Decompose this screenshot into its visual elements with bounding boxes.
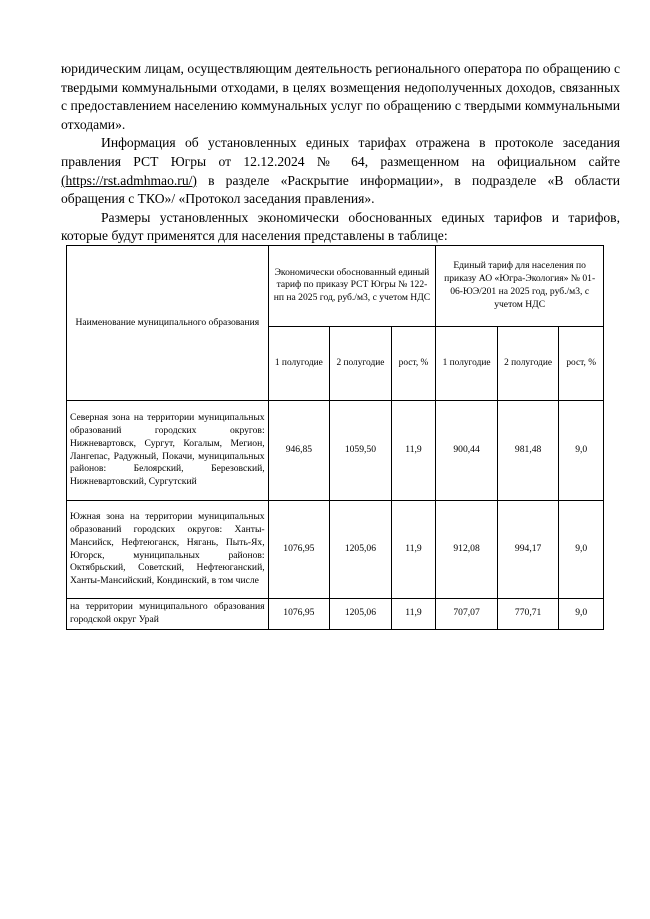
table-row (67, 599, 604, 630)
cell-pop-half1: 707,07 (436, 599, 498, 630)
cell-pop-growth: 9,0 (559, 599, 604, 630)
cell-econ-half1: 1076,95 (268, 599, 330, 630)
subheader-econ-half2: 2 полугодие (330, 326, 392, 400)
row-municipality-name: Северная зона на территории муниципальных образований городских округов: Нижневартовск, Сургут, Когалым, Мегион, Лангепас, Радужный, Покачи, муниципальных районов: Белоярский, Березовский, Нижневартовский, Сургутский (67, 401, 269, 501)
body-text (61, 60, 620, 246)
cell-econ-half2: 1205,06 (330, 599, 392, 630)
header-econ-tariff: Экономически обоснованный единый тариф по приказу РСТ Югры № 122-нп на 2025 год, руб./м3, с учетом НДС (268, 246, 436, 327)
subheader-econ-half1: 1 полугодие (268, 326, 330, 400)
paragraph-protocol-text: Информация об установленных единых тарифах отражена в протоколе заседания правления РСТ Югры от 12.12.2024 № 64, размещенном на официальном сайте (61, 135, 620, 169)
table-row (67, 501, 604, 599)
cell-pop-half1: 912,08 (436, 501, 498, 599)
cell-pop-half1: 900,44 (436, 401, 498, 501)
paragraph-protocol-section: в разделе «Раскрытие информации», в подразделе «В области обращения с ТКО»/ «Протокол заседания правления». (61, 172, 620, 207)
subheader-pop-half2: 2 полугодие (497, 326, 559, 400)
cell-econ-half2: 1059,50 (330, 401, 392, 501)
cell-pop-half2: 981,48 (497, 401, 559, 501)
row-municipality-name: на территории муниципального образования городской округ Урай (67, 599, 269, 630)
subheader-pop-half1: 1 полугодие (436, 326, 498, 400)
cell-econ-half1: 946,85 (268, 401, 330, 501)
cell-econ-growth: 11,9 (391, 599, 436, 630)
subheader-econ-growth: рост, % (391, 326, 436, 400)
cell-econ-growth: 11,9 (391, 501, 436, 599)
paragraph-continuation: юридическим лицам, осуществляющим деятельность регионального оператора по обращению с твердыми коммунальными отходами, в целях возмещения недополученных доходов, связанных с предоставлением населению коммунальных услуг по обращению с твердыми коммунальными отходами». (61, 61, 620, 132)
cell-pop-half2: 770,71 (497, 599, 559, 630)
site-link[interactable]: (https://rst.admhmao.ru/) (61, 172, 197, 188)
cell-pop-growth: 9,0 (559, 501, 604, 599)
cell-econ-half1: 1076,95 (268, 501, 330, 599)
cell-econ-half2: 1205,06 (330, 501, 392, 599)
header-municipality: Наименование муниципального образования (67, 246, 269, 401)
table-row (67, 401, 604, 501)
cell-pop-half2: 994,17 (497, 501, 559, 599)
row-municipality-name: Южная зона на территории муниципальных образований городских округов: Ханты-Мансийск, Нефтеюганск, Нягань, Пыть-Ях, Югорск, муниципальных районов: Октябрьский, Советский, Нефтеюганский, Ханты-Мансийский, Кондинский, в том числе (67, 501, 269, 599)
cell-econ-growth: 11,9 (391, 401, 436, 501)
paragraph-protocol-info (61, 134, 620, 208)
header-population-tariff: Единый тариф для населения по приказу АО «Югра-Экология» № 01-06-ЮЭ/201 на 2025 год, руб./м3, с учетом НДС (436, 246, 604, 327)
cell-pop-growth: 9,0 (559, 401, 604, 501)
subheader-pop-growth: рост, % (559, 326, 604, 400)
paragraph-table-intro: Размеры установленных экономически обоснованных единых тарифов и тарифов, которые будут применятся для населения представлены в таблице: (61, 209, 620, 244)
tariff-table (66, 245, 604, 630)
